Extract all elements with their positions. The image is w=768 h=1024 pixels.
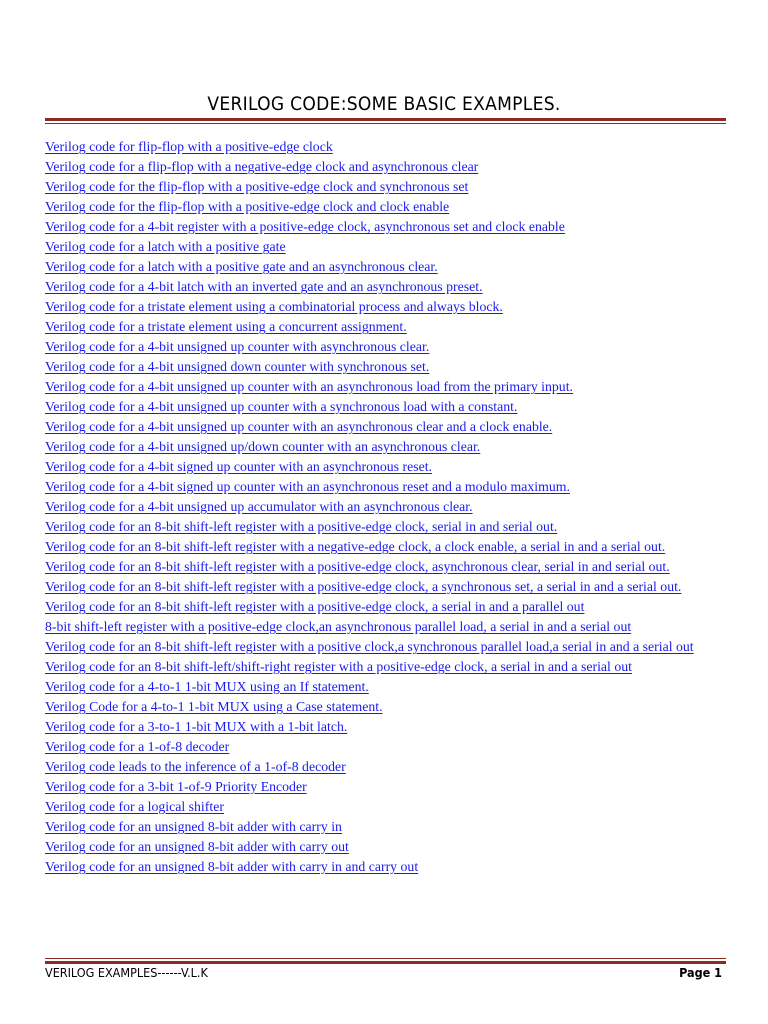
list-item xyxy=(45,577,735,597)
list-item xyxy=(45,537,735,557)
example-link[interactable]: Verilog code for a flip-flop with a negative-edge clock and asynchronous clear xyxy=(45,159,479,174)
list-item xyxy=(45,777,735,797)
example-link[interactable]: Verilog code for a 3-to-1 1-bit MUX with a 1-bit latch. xyxy=(45,719,348,734)
example-link[interactable]: Verilog code for an unsigned 8-bit adder with carry in xyxy=(45,819,342,834)
header-rule-thick xyxy=(45,118,726,121)
list-item xyxy=(45,397,735,417)
page-number: Page 1 xyxy=(679,965,722,980)
example-link[interactable]: 8-bit shift-left register with a positive-edge clock,an asynchronous parallel load, a serial in and a serial out xyxy=(45,619,632,634)
list-item xyxy=(45,677,735,697)
list-item xyxy=(45,437,735,457)
list-item xyxy=(45,377,735,397)
list-item xyxy=(45,197,735,217)
list-item xyxy=(45,457,735,477)
list-item xyxy=(45,837,735,857)
example-link[interactable]: Verilog code for a latch with a positive gate xyxy=(45,239,286,254)
example-link[interactable]: Verilog code for a 1-of-8 decoder xyxy=(45,739,230,754)
example-link[interactable]: Verilog code for a 4-bit unsigned up/down counter with an asynchronous clear. xyxy=(45,439,481,454)
example-link[interactable]: Verilog code for a 4-bit unsigned up counter with a synchronous load with a constant. xyxy=(45,399,518,414)
list-item xyxy=(45,417,735,437)
example-link[interactable]: Verilog Code for a 4-to-1 1-bit MUX using a Case statement. xyxy=(45,699,383,714)
example-link[interactable]: Verilog code for an unsigned 8-bit adder with carry in and carry out xyxy=(45,859,419,874)
list-item xyxy=(45,757,735,777)
example-link[interactable]: Verilog code for a 3-bit 1-of-9 Priority Encoder xyxy=(45,779,307,794)
list-item xyxy=(45,617,735,637)
example-link[interactable]: Verilog code for an unsigned 8-bit adder with carry out xyxy=(45,839,349,854)
example-link[interactable]: Verilog code for a 4-bit unsigned up accumulator with an asynchronous clear. xyxy=(45,499,473,514)
example-link[interactable]: Verilog code for a 4-to-1 1-bit MUX using an If statement. xyxy=(45,679,369,694)
example-link[interactable]: Verilog code for the flip-flop with a positive-edge clock and synchronous set xyxy=(45,179,469,194)
example-link[interactable]: Verilog code for a 4-bit register with a positive-edge clock, asynchronous set and clock enable xyxy=(45,219,565,234)
example-link[interactable]: Verilog code for a latch with a positive gate and an asynchronous clear. xyxy=(45,259,438,274)
list-item xyxy=(45,597,735,617)
list-item xyxy=(45,737,735,757)
example-link[interactable]: Verilog code for a 4-bit unsigned up counter with an asynchronous load from the primary input. xyxy=(45,379,573,394)
footer-label: VERILOG EXAMPLES------V.L.K xyxy=(45,965,208,980)
example-link[interactable]: Verilog code for a 4-bit signed up counter with an asynchronous reset and a modulo maximum. xyxy=(45,479,570,494)
example-link[interactable]: Verilog code for an 8-bit shift-left register with a positive-edge clock, a serial in and a parallel out xyxy=(45,599,585,614)
footer-rule-thick xyxy=(45,961,726,964)
link-list xyxy=(45,137,735,877)
example-link[interactable]: Verilog code for flip-flop with a positive-edge clock xyxy=(45,139,333,154)
example-link[interactable]: Verilog code for a 4-bit unsigned up counter with asynchronous clear. xyxy=(45,339,430,354)
list-item xyxy=(45,717,735,737)
list-item xyxy=(45,697,735,717)
list-item xyxy=(45,137,735,157)
list-item xyxy=(45,857,735,877)
example-link[interactable]: Verilog code for an 8-bit shift-left/shift-right register with a positive-edge clock, a serial in and a serial out xyxy=(45,659,632,674)
list-item xyxy=(45,657,735,677)
list-item xyxy=(45,237,735,257)
example-link[interactable]: Verilog code for an 8-bit shift-left register with a positive clock,a synchronous parallel load,a serial in and a serial out xyxy=(45,639,694,654)
list-item xyxy=(45,637,735,657)
example-link[interactable]: Verilog code for the flip-flop with a positive-edge clock and clock enable xyxy=(45,199,450,214)
example-link[interactable]: Verilog code for a 4-bit unsigned down counter with synchronous set. xyxy=(45,359,430,374)
list-item xyxy=(45,817,735,837)
example-link[interactable]: Verilog code for a 4-bit latch with an inverted gate and an asynchronous preset. xyxy=(45,279,483,294)
example-link[interactable]: Verilog code for an 8-bit shift-left register with a positive-edge clock, asynchronous clear, serial in and serial out. xyxy=(45,559,670,574)
list-item xyxy=(45,317,735,337)
footer-rule-thin xyxy=(45,958,726,959)
list-item xyxy=(45,257,735,277)
list-item xyxy=(45,497,735,517)
example-link[interactable]: Verilog code for a 4-bit signed up counter with an asynchronous reset. xyxy=(45,459,432,474)
list-item xyxy=(45,517,735,537)
example-link[interactable]: Verilog code for a tristate element using a combinatorial process and always block. xyxy=(45,299,503,314)
example-link[interactable]: Verilog code for an 8-bit shift-left register with a negative-edge clock, a clock enable, a serial in and a serial out. xyxy=(45,539,666,554)
list-item xyxy=(45,337,735,357)
list-item xyxy=(45,557,735,577)
example-link[interactable]: Verilog code for an 8-bit shift-left register with a positive-edge clock, a synchronous set, a serial in and a serial out. xyxy=(45,579,682,594)
example-link[interactable]: Verilog code for an 8-bit shift-left register with a positive-edge clock, serial in and serial out. xyxy=(45,519,558,534)
list-item xyxy=(45,277,735,297)
list-item xyxy=(45,217,735,237)
list-item xyxy=(45,357,735,377)
list-item xyxy=(45,177,735,197)
example-link[interactable]: Verilog code for a tristate element using a concurrent assignment. xyxy=(45,319,407,334)
list-item xyxy=(45,157,735,177)
list-item xyxy=(45,477,735,497)
example-link[interactable]: Verilog code for a 4-bit unsigned up counter with an asynchronous clear and a clock enable. xyxy=(45,419,553,434)
header-rule-thin xyxy=(45,123,726,124)
page-title: VERILOG CODE:SOME BASIC EXAMPLES. xyxy=(207,93,561,115)
example-link[interactable]: Verilog code for a logical shifter xyxy=(45,799,224,814)
list-item xyxy=(45,797,735,817)
example-link[interactable]: Verilog code leads to the inference of a 1-of-8 decoder xyxy=(45,759,346,774)
list-item xyxy=(45,297,735,317)
